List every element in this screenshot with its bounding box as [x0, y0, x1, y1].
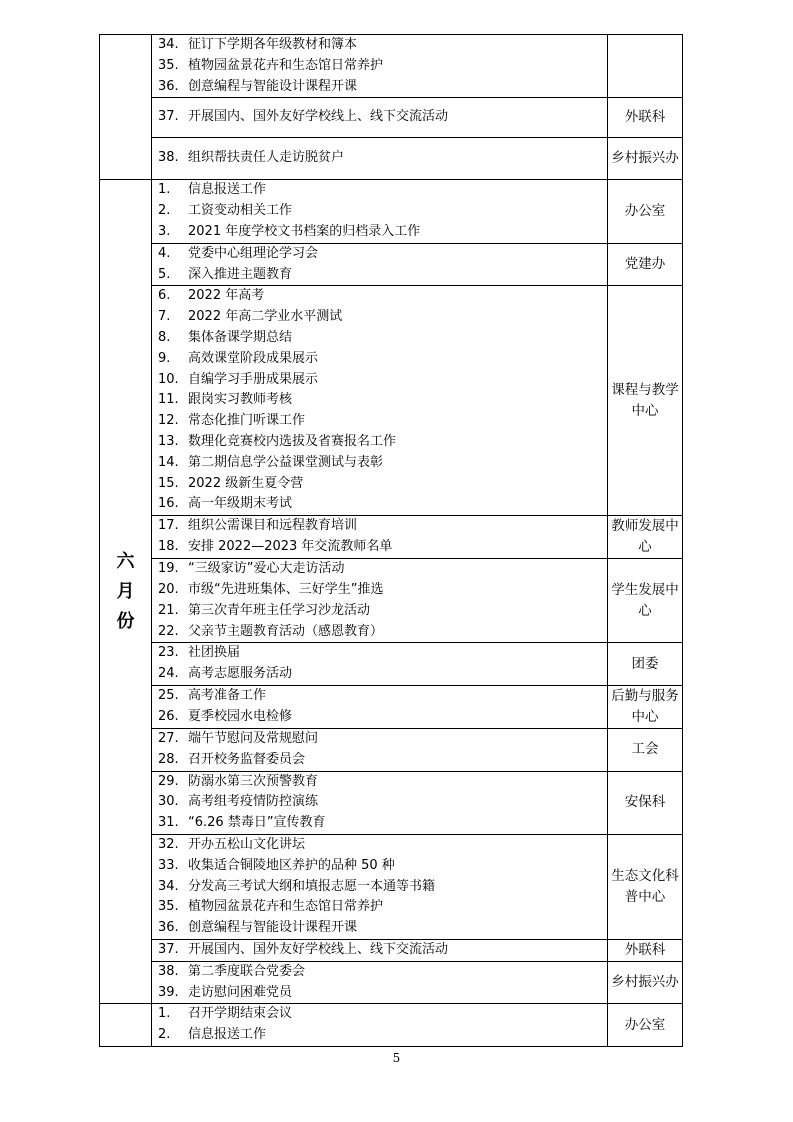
list-item: 1. 信息报送工作 — [158, 182, 267, 198]
items-cell — [152, 286, 608, 516]
department-cell — [608, 35, 683, 98]
list-item: 11. 跟岗实习教师考核 — [158, 392, 293, 408]
table-row — [100, 728, 683, 771]
items-cell — [152, 643, 608, 686]
department-cell: 外联科 — [608, 98, 683, 138]
table-row — [100, 243, 683, 286]
department-cell: 教师发展中心 — [608, 516, 683, 559]
list-item: 3. 2021 年度学校文书档案的归档录入工作 — [158, 223, 421, 239]
list-item: 26. 夏季校园水电检修 — [158, 708, 293, 724]
list-item: 2. 信息报送工作 — [158, 1027, 267, 1043]
list-item: 7. 2022 年高二学业水平测试 — [158, 309, 343, 325]
department-cell: 后勤与服务中心 — [608, 685, 683, 728]
list-item: 27. 端午节慰问及常规慰问 — [158, 730, 319, 746]
list-item: 36. 创意编程与智能设计课程开课 — [158, 78, 358, 94]
list-item: 14. 第二期信息学公益课堂测试与表彰 — [158, 454, 384, 470]
items-cell — [152, 939, 608, 961]
list-item: 20. 市级“先进班集体、三好学生”推选 — [158, 581, 384, 597]
list-item: 28. 召开校务监督委员会 — [158, 751, 306, 767]
table-row — [100, 834, 683, 939]
list-item: 38. 组织帮扶责任人走访脱贫户 — [158, 150, 345, 166]
department-cell: 生态文化科普中心 — [608, 834, 683, 939]
table-row — [100, 685, 683, 728]
items-cell — [152, 35, 608, 98]
month-cell-next — [100, 1004, 152, 1047]
table-row — [100, 961, 683, 1004]
items-cell — [152, 98, 608, 138]
table-row — [100, 1004, 683, 1047]
list-item: 15. 2022 级新生夏令营 — [158, 475, 304, 491]
table-row — [100, 180, 683, 243]
items-cell — [152, 559, 608, 643]
list-item: 34. 分发高三考试大纲和填报志愿一本通等书籍 — [158, 878, 436, 894]
list-item: 23. 社团换届 — [158, 645, 241, 661]
list-item: 16. 高一年级期末考试 — [158, 496, 293, 512]
department-cell: 学生发展中心 — [608, 559, 683, 643]
items-cell — [152, 243, 608, 286]
list-item: 6. 2022 年高考 — [158, 288, 265, 304]
list-item: 4. 党委中心组理论学习会 — [158, 245, 319, 261]
list-item: 37. 开展国内、国外友好学校线上、线下交流活动 — [158, 941, 449, 957]
list-item: 31. “6.26 禁毒日”宣传教育 — [158, 815, 326, 831]
list-item: 29. 防溺水第三次预警教育 — [158, 773, 319, 789]
list-item: 12. 常态化推门听课工作 — [158, 413, 306, 429]
list-item: 21. 第三次青年班主任学习沙龙活动 — [158, 602, 371, 618]
month-label: 六月份 — [116, 550, 135, 632]
table-row — [100, 771, 683, 834]
page-number: 5 — [392, 1051, 401, 1065]
items-cell — [152, 728, 608, 771]
items-cell — [152, 180, 608, 243]
work-plan-table — [99, 34, 683, 1047]
list-item: 35. 植物园盆景花卉和生态馆日常养护 — [158, 899, 384, 915]
list-item: 9. 高效课堂阶段成果展示 — [158, 350, 319, 366]
list-item: 8. 集体备课学期总结 — [158, 329, 293, 345]
list-item: 10. 自编学习手册成果展示 — [158, 371, 319, 387]
list-item: 19. “三级家访”爱心大走访活动 — [158, 561, 345, 577]
items-cell — [152, 516, 608, 559]
list-item: 5. 深入推进主题教育 — [158, 266, 293, 282]
list-item: 37. 开展国内、国外友好学校线上、线下交流活动 — [158, 109, 449, 125]
items-cell — [152, 1004, 608, 1047]
table-row — [100, 35, 683, 98]
list-item: 35. 植物园盆景花卉和生态馆日常养护 — [158, 57, 384, 73]
month-cell-june — [100, 180, 152, 1004]
items-cell — [152, 685, 608, 728]
list-item: 30. 高考组考疫情防控演练 — [158, 794, 319, 810]
department-cell: 办公室 — [608, 180, 683, 243]
list-item: 24. 高考志愿服务活动 — [158, 666, 293, 682]
table-row — [100, 643, 683, 686]
items-cell — [152, 834, 608, 939]
items-cell — [152, 138, 608, 180]
department-cell: 党建办 — [608, 243, 683, 286]
table-row — [100, 559, 683, 643]
list-item: 1. 召开学期结束会议 — [158, 1006, 293, 1022]
list-item: 34. 征订下学期各年级教材和簿本 — [158, 37, 358, 52]
department-cell: 工会 — [608, 728, 683, 771]
department-cell: 团委 — [608, 643, 683, 686]
table-row — [100, 286, 683, 516]
list-item: 32. 开办五松山文化讲坛 — [158, 836, 306, 852]
table-row — [100, 939, 683, 961]
list-item: 39. 走访慰问困难党员 — [158, 984, 293, 1000]
items-cell — [152, 961, 608, 1004]
department-cell: 外联科 — [608, 939, 683, 961]
list-item: 25. 高考准备工作 — [158, 688, 267, 704]
list-item: 17. 组织公需课目和远程教育培训 — [158, 518, 358, 534]
list-item: 22. 父亲节主题教育活动（感恩教育） — [158, 623, 384, 639]
table-row — [100, 138, 683, 180]
items-cell — [152, 771, 608, 834]
list-item: 36. 创意编程与智能设计课程开课 — [158, 920, 358, 936]
department-cell: 安保科 — [608, 771, 683, 834]
department-cell: 乡村振兴办 — [608, 961, 683, 1004]
list-item: 2. 工资变动相关工作 — [158, 203, 293, 219]
list-item: 38. 第二季度联合党委会 — [158, 963, 306, 979]
table-row — [100, 516, 683, 559]
department-cell: 办公室 — [608, 1004, 683, 1047]
department-cell: 乡村振兴办 — [608, 138, 683, 180]
list-item: 18. 安排 2022—2023 年交流教师名单 — [158, 539, 393, 555]
list-item: 13. 数理化竞赛校内选拔及省赛报名工作 — [158, 433, 397, 449]
month-cell-may — [100, 35, 152, 180]
list-item: 33. 收集适合铜陵地区养护的品种 50 种 — [158, 857, 395, 873]
department-cell: 课程与教学中心 — [608, 286, 683, 516]
table-row — [100, 98, 683, 138]
